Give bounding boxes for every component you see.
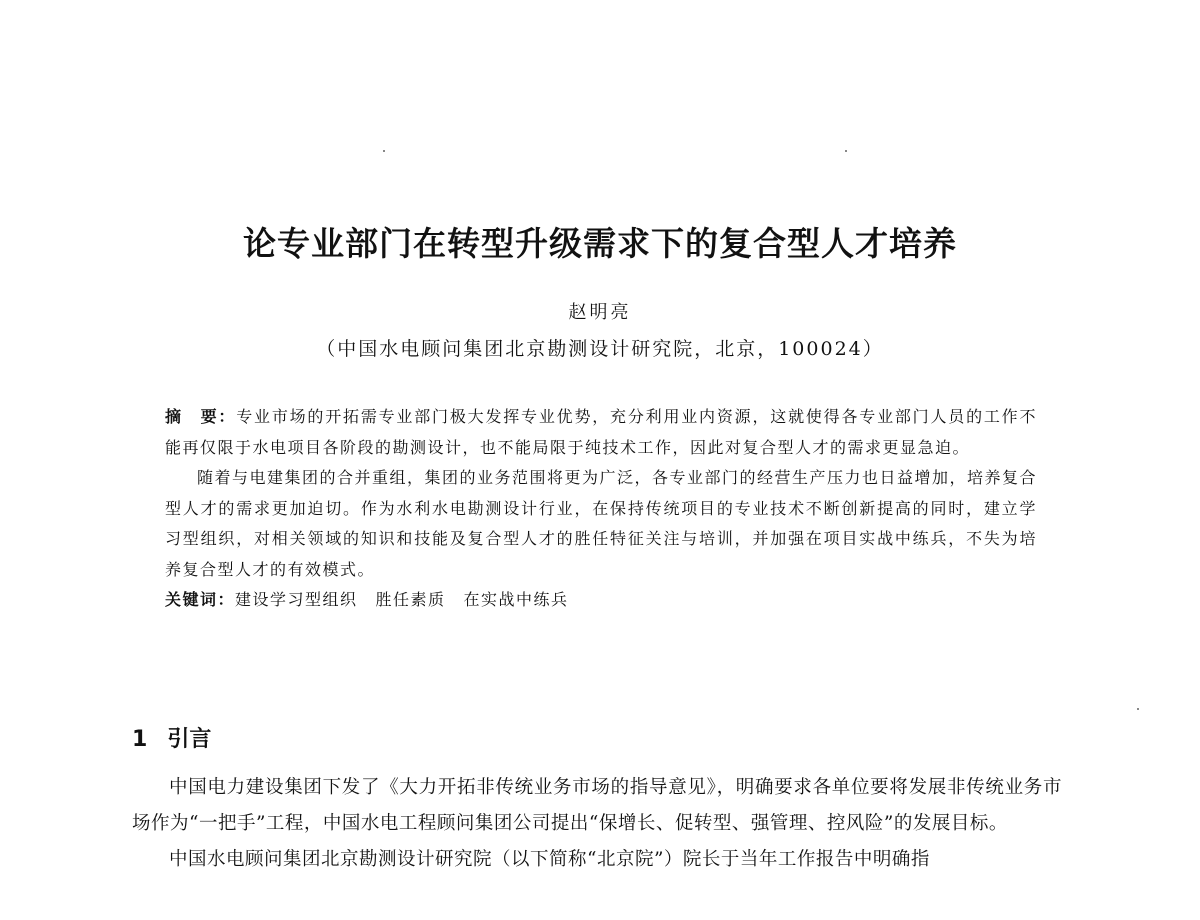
paper-title: 论专业部门在转型升级需求下的复合型人才培养: [243, 224, 957, 263]
keyword-item: 建设学习型组织: [235, 590, 358, 609]
scan-speck: [383, 150, 385, 152]
scan-speck: [845, 150, 847, 152]
section-heading: [132, 722, 211, 753]
keyword-item: 胜任素质: [375, 590, 446, 609]
scan-speck: [1137, 708, 1139, 710]
abstract-paragraph-2: 随着与电建集团的合并重组，集团的业务范围将更为广泛，各专业部门的经营生产压力也日益增加，培养复合型人才的需求更加迫切。作为水利水电勘测设计行业，在保持传统项目的专业技术不断创新提高的同时，建立学习型组织，对相关领域的知识和技能及复合型人才的胜任特征关注与培训，并加强在项目实战中练兵，不失为培养复合型人才的有效模式。: [165, 468, 1038, 579]
keyword-item: 在实战中练兵: [463, 590, 569, 609]
paper-author: 赵明亮: [568, 302, 632, 323]
keywords-line: [165, 585, 1037, 616]
paper-affiliation: （中国水电顾问集团北京勘测设计研究院，北京，100024）: [316, 338, 884, 360]
abstract-label: 摘 要：: [165, 407, 237, 426]
section-title: 引言: [167, 727, 212, 752]
abstract-block: [165, 402, 1037, 616]
keywords-label: 关键词：: [165, 590, 236, 609]
abstract-paragraph-1: [165, 402, 1037, 463]
abstract-text-1: 专业市场的开拓需专业部门极大发挥专业优势，充分利用业内资源，这就使得各专业部门人员的工作不能再仅限于水电项目各阶段的勘测设计，也不能局限于纯技术工作，因此对复合型人才的需求更显急迫。: [165, 407, 1037, 457]
section-number: 1: [132, 727, 148, 752]
section-body: [132, 770, 1062, 878]
body-paragraph-2: 中国水电顾问集团北京勘测设计研究院（以下简称“北京院”）院长于当年工作报告中明确指: [169, 849, 930, 870]
body-paragraph-1: 中国电力建设集团下发了《大力开拓非传统业务市场的指导意见》，明确要求各单位要将发展非传统业务市场作为“一把手”工程，中国水电工程顾问集团公司提出“保增长、促转型、强管理、控风险”的发展目标。: [132, 777, 1062, 834]
